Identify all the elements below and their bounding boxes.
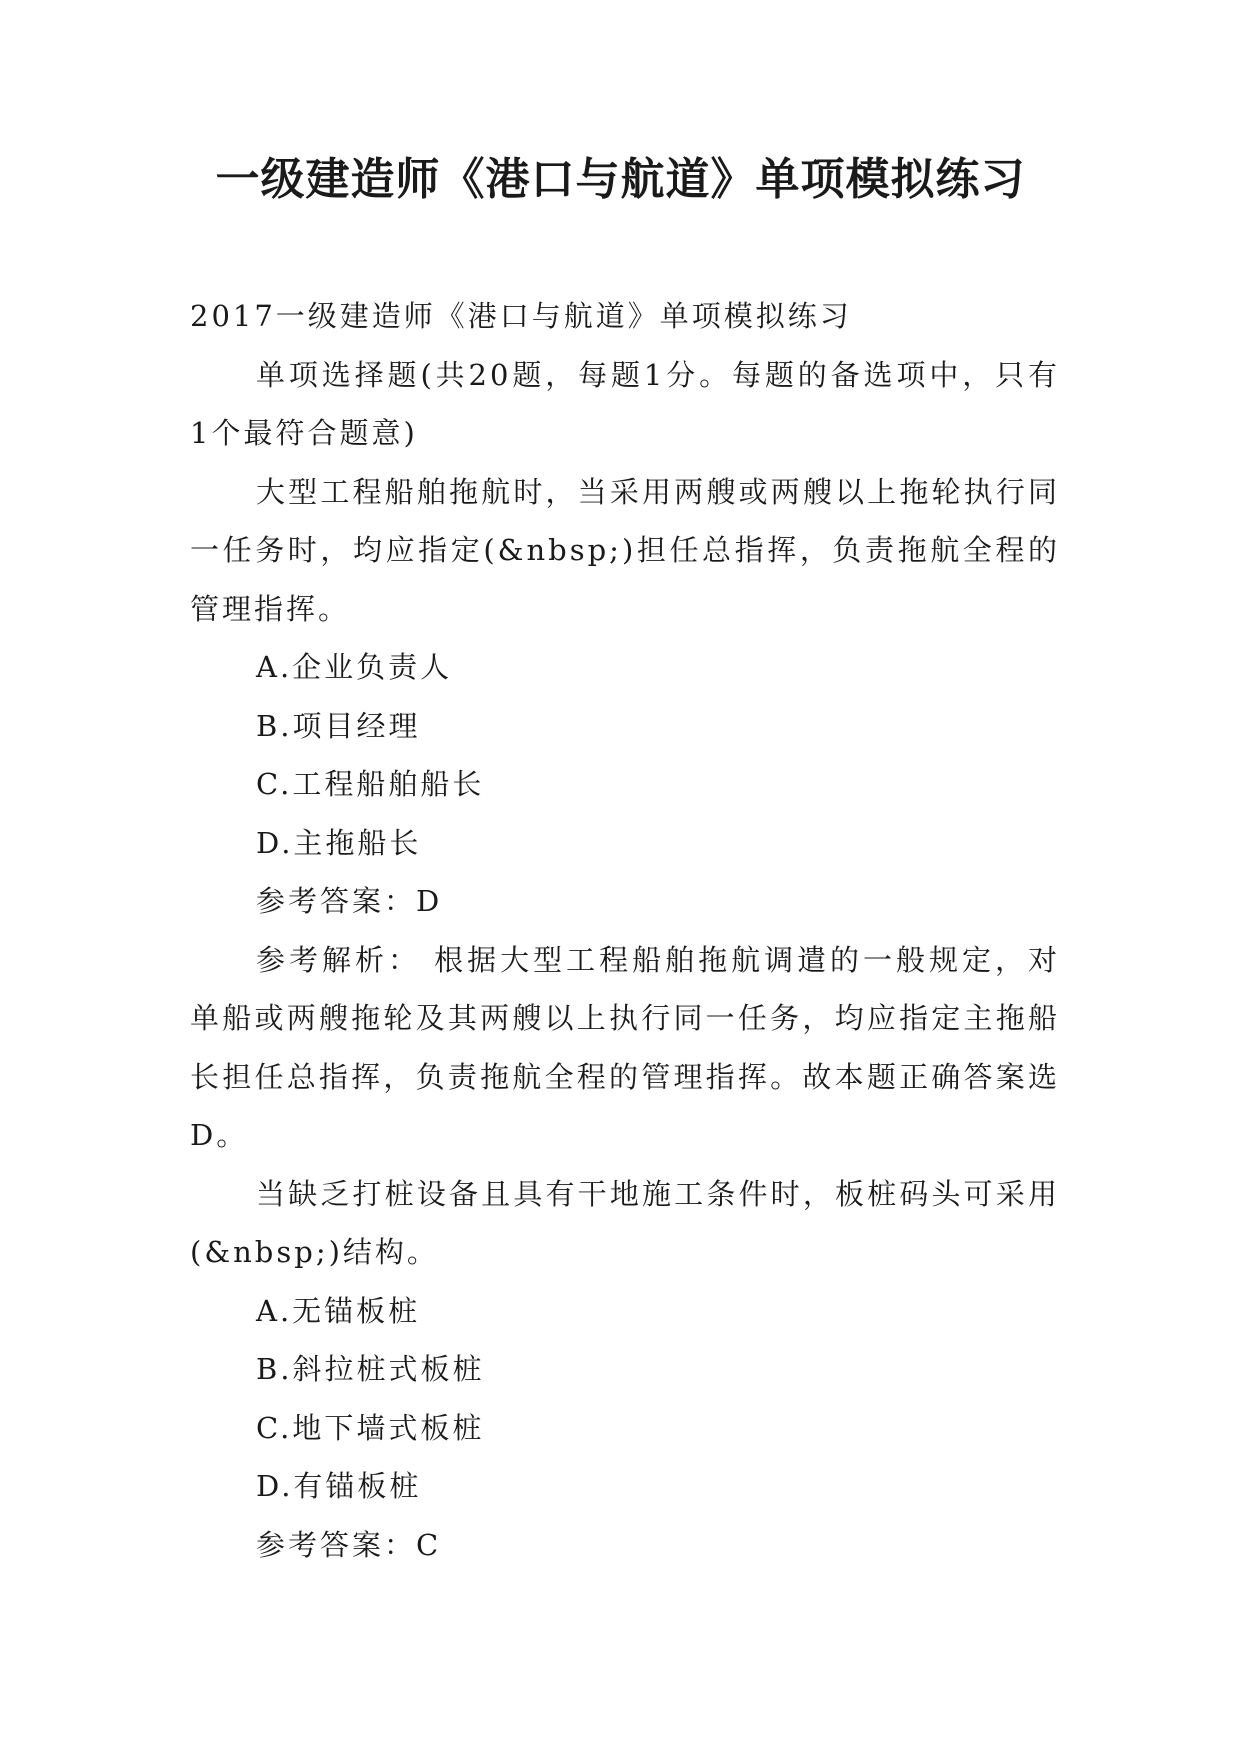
- question-2-option-b: B.斜拉桩式板桩: [256, 1352, 485, 1386]
- question-2-option-a: A.无锚板桩: [256, 1293, 421, 1328]
- question-1-option-b: B.项目经理: [256, 708, 421, 743]
- question-1-option-c: C.工程船舶船长: [256, 767, 485, 801]
- question-2-option-c: C.地下墙式板桩: [256, 1410, 485, 1445]
- document-subtitle: 2017一级建造师《港口与航道》单项模拟练习: [190, 299, 852, 333]
- question-1-stem: 大型工程船舶拖航时，当采用两艘或两艘以上拖轮执行同一任务时，均应指定(&nbsp;)担任总指挥，负责拖航全程的管理指挥。: [190, 474, 1060, 626]
- question-1-answer: 参考答案：D: [256, 884, 443, 918]
- question-2-stem: 当缺乏打桩设备且具有干地施工条件时，板桩码头可采用(&nbsp;)结构。: [190, 1176, 1060, 1269]
- question-1-option-d: D.主拖船长: [256, 825, 422, 860]
- question-2-answer: 参考答案：C: [256, 1527, 442, 1562]
- document-body: [190, 287, 1060, 1574]
- question-2-option-d: D.有锚板桩: [256, 1469, 422, 1503]
- document-title: 一级建造师《港口与航道》单项模拟练习: [215, 154, 1026, 205]
- question-1-option-a: A.企业负责人: [256, 650, 453, 684]
- section-instructions: 单项选择题(共20题，每题1分。每题的备选项中，只有1个最符合题意): [190, 357, 1060, 450]
- question-1-analysis: 参考解析： 根据大型工程船舶拖航调遣的一般规定，对单船或两艘拖轮及其两艘以上执行同一任务，均应指定主拖船长担任总指挥，负责拖航全程的管理指挥。故本题正确答案选D。: [190, 942, 1060, 1152]
